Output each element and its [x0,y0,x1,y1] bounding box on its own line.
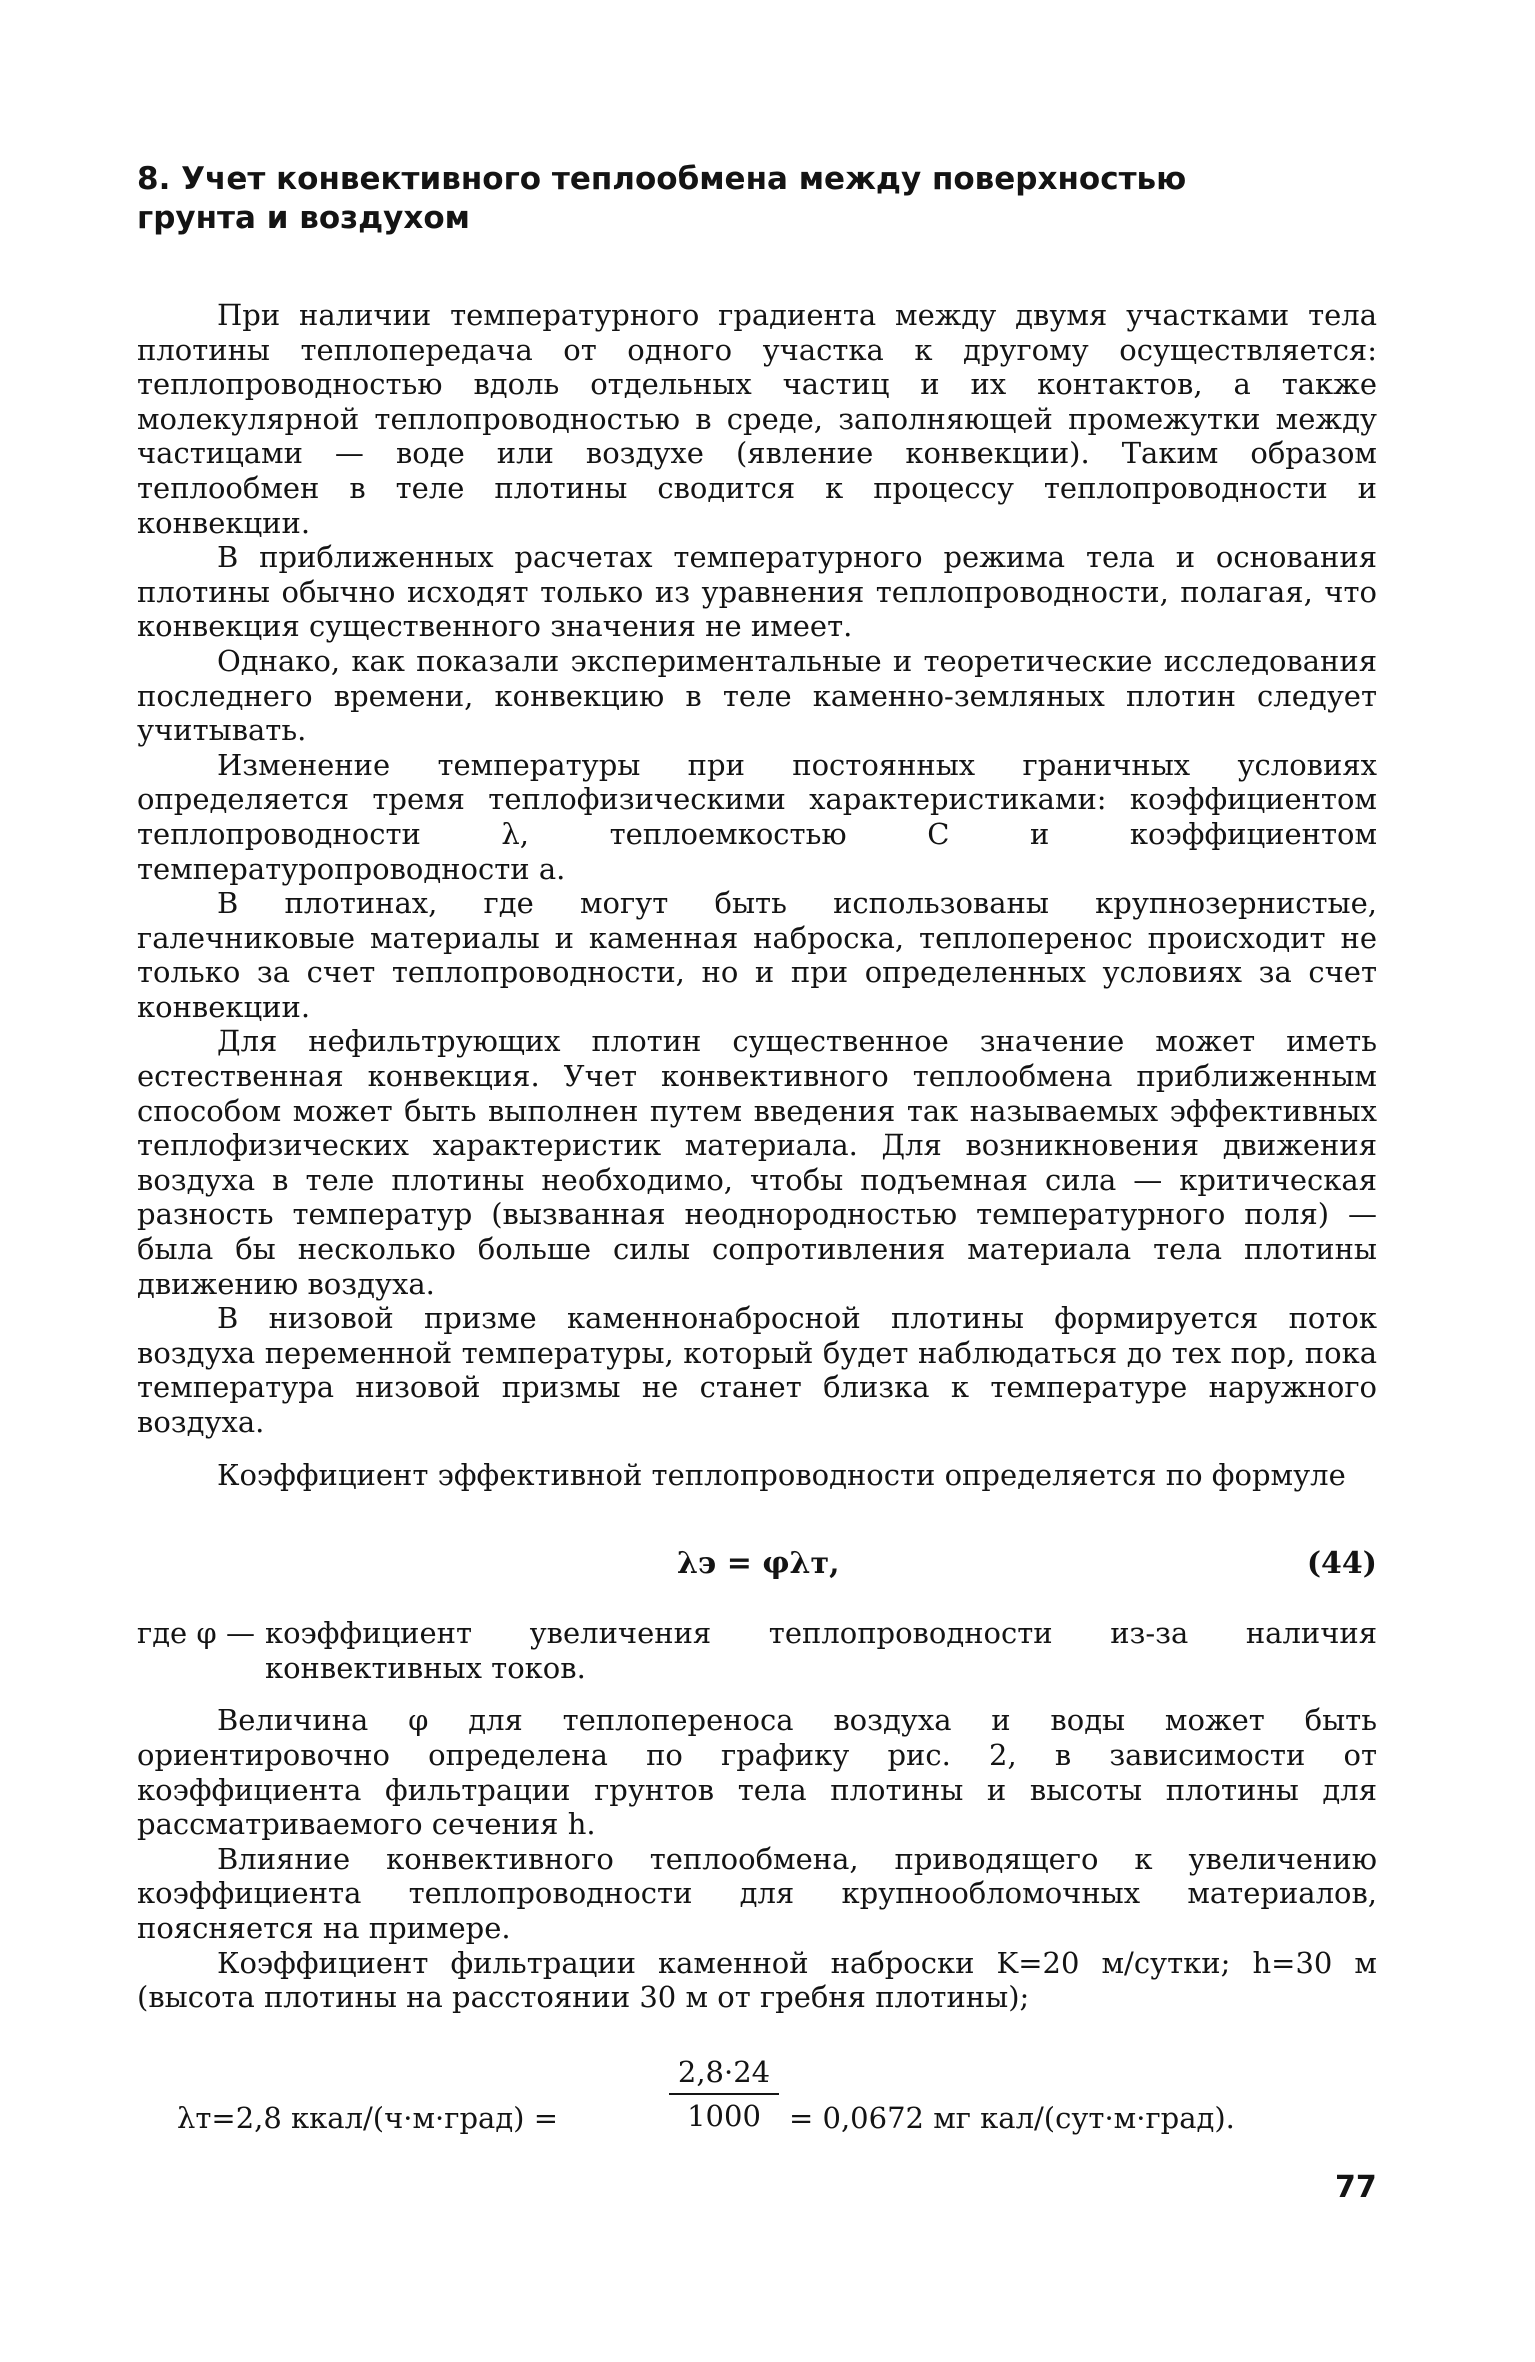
paragraph: Влияние конвективного теплообмена, приводящего к увеличению коэффициента теплопроводности для крупнообломочных материалов, поясняется на примере. [137,1841,1377,1945]
calc-rhs: = 0,0672 мг кал/(сут·м·град). [789,2100,1235,2135]
paragraph: Коэффициент эффективной теплопроводности определяется по формуле [217,1457,1346,1492]
calculation-line [137,2055,1377,2165]
paragraph: При наличии температурного градиента между двумя участками тела плотины теплопередача от одного участка к другому осуществляется: теплопроводностью вдоль отдельных частиц и их контактов, а также молекулярной теплопроводностью в среде, заполняющей промежутки между частицами — воде или воздухе (явление конвекции). Таким образом теплообмен в теле плотины сводится к процессу теплопроводности и конвекции. [137,298,1377,540]
formula-44 [137,1534,1377,1600]
legend-definition: коэффициент увеличения теплопроводности из-за наличия конвективных токов. [264,1616,1377,1685]
calc-lhs: λт=2,8 ккал/(ч·м·град) = [177,2100,559,2135]
paragraph: В приближенных расчетах температурного режима тела и основания плотины обычно исходят только из уравнения теплопроводности, полагая, что конвекция существенного значения не имеет. [137,540,1377,644]
formula-number: (44) [1306,1546,1377,1582]
paragraph: В плотинах, где могут быть использованы крупнозернистые, галечниковые материалы и каменная наброска, теплоперенос происходит не только за счет теплопроводности, но и при определенных условиях за счет конвекции. [137,886,1377,1024]
formula-legend [137,1616,1377,1685]
calc-numerator: 2,8·24 [669,2055,779,2095]
paragraph: В низовой призме каменнонабросной плотины формируется поток воздуха переменной температуры, который будет наблюдаться до тех пор, пока температура низовой призмы не станет близка к температуре наружного воздуха. [137,1301,1377,1439]
calc-fraction [669,2055,779,2133]
page-number: 77 [1335,2170,1377,2205]
paragraph: Коэффициент фильтрации каменной наброски K=20 м/сутки; h=30 м (высота плотины на расстоянии 30 м от гребня плотины); [137,1945,1377,2015]
page-content [137,160,1377,2165]
legend-symbol: где φ — [137,1616,255,1651]
formula-expression: λэ = φλт, [677,1546,840,1582]
paragraph: Однако, как показали экспериментальные и теоретические исследования последнего времени, конвекцию в теле каменно-земляных плотин следует учитывать. [137,643,1377,748]
paragraph: Для нефильтрующих плотин существенное значение может иметь естественная конвекция. Учет конвективного теплообмена приближенным способом может быть выполнен путем введения так называемых эффективных теплофизических характеристик материала. Для возникновения движения воздуха в теле плотины необходимо, чтобы подъемная сила — критическая разность температур (вызванная неоднородностью температурного поля) — была бы несколько больше силы сопротивления материала тела плотины движению воздуха. [137,1024,1377,1301]
section-heading: 8. Учет конвективного теплообмена между поверхностью грунта и воздухом [137,161,1187,236]
calc-denominator: 1000 [687,2098,761,2133]
paragraph: Изменение температуры при постоянных граничных условиях определяется тремя теплофизическими характеристиками: коэффициентом теплопроводности λ, теплоемкостью C и коэффициентом температуропроводности a. [137,747,1377,886]
paragraph: Величина φ для теплопереноса воздуха и воды может быть ориентировочно определена по графику рис. 2, в зависимости от коэффициента фильтрации грунтов тела плотины и высоты плотины для рассматриваемого сечения h. [137,1703,1377,1842]
